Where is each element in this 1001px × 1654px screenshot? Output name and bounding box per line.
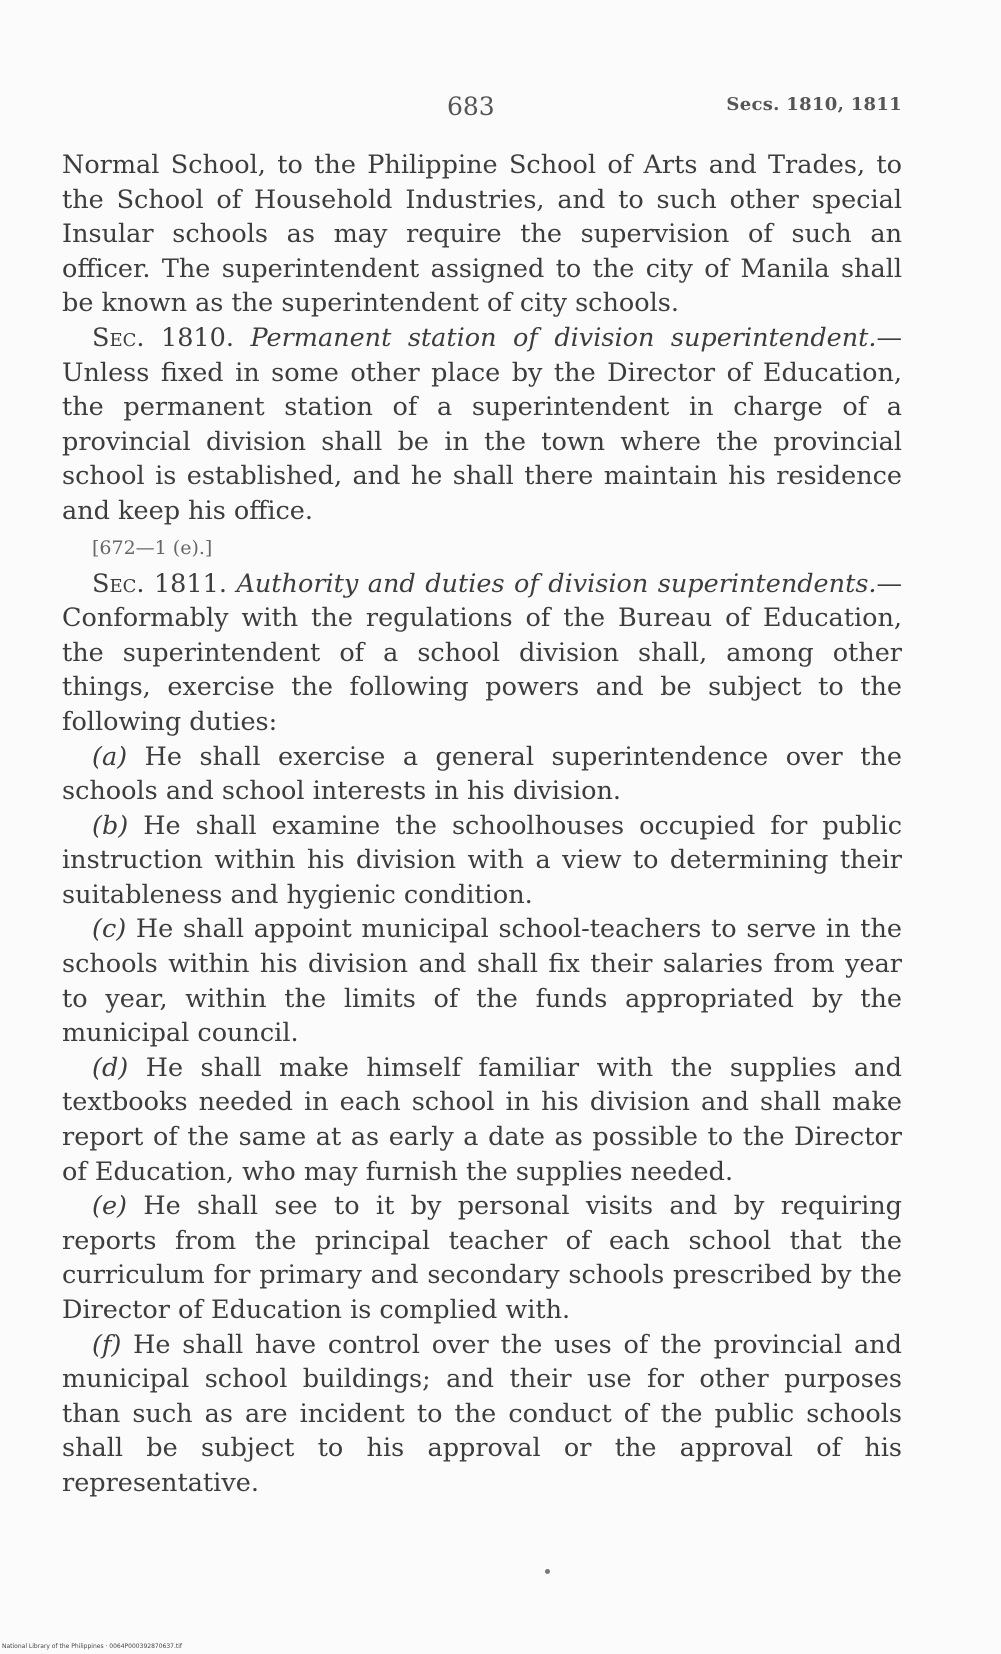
clause-letter: (e) [92,1191,127,1222]
page-header [62,92,902,126]
clause-e [62,1189,902,1327]
clause-text: He shall see to it by personal visits and by requiring reports from the principal teacher of each school that the curriculum for primary and secondary schools prescribed by the Director of Education is complied with. [62,1191,902,1325]
clause-d [62,1051,902,1189]
scan-footer: National Library of the Philippines · 0064P000392870637.tif [2,1643,183,1650]
section-1810 [62,321,902,529]
clause-text: He shall have control over the uses of the provincial and municipal school buildings; and their use for other purposes than such as are incident to the conduct of the public schools shall be subject to his approval or the approval of his representative. [62,1329,902,1498]
page-number: 683 [447,92,495,121]
ink-speck [545,1569,550,1574]
running-head: Secs. 1810, 1811 [726,94,902,115]
clause-letter: (d) [92,1052,129,1083]
section-label: Sec. 1811. [92,568,227,599]
clause-letter: (b) [92,810,129,841]
section-text: —Conformably with the regulations of the Bureau of Education, the superintendent of a school division shall, among other things, exercise the following powers and be subject to the following duties: [62,568,903,737]
clause-letter: (c) [92,914,127,945]
section-label: Sec. 1810. [92,322,234,353]
section-1811 [62,567,902,740]
clause-text: He shall exercise a general superintendence over the schools and school interests in his division. [62,741,903,807]
section-heading: Authority and duties of division superintendents. [236,568,877,599]
clause-text: He shall examine the schoolhouses occupied for public instruction within his division with a view to determining their suitableness and hygienic condition. [62,810,903,910]
clause-letter: (f) [92,1329,122,1360]
body-text [62,148,902,1501]
section-heading: Permanent station of division superintendent. [250,322,877,353]
clause-c [62,912,902,1050]
continuation-paragraph: Normal School, to the Philippine School of Arts and Trades, to the School of Household Industries, and to such other special Insular schools as may require the supervision of such an officer. The superintendent assigned to the city of Manila shall be known as the superintendent of city schools. [62,150,902,319]
clause-f [62,1328,902,1501]
clause-b [62,809,902,913]
clause-text: He shall appoint municipal school-teachers to serve in the schools within his division and shall fix their salaries from year to year, within the limits of the funds appropriated by the municipal council. [62,914,902,1049]
section-text: —Unless fixed in some other place by the Director of Education, the permanent station of a superintendent in charge of a provincial division shall be in the town where the provincial school is established, and he shall there maintain his residence and keep his office. [62,322,903,526]
clause-letter: (a) [92,741,128,772]
citation: [672—1 (e).] [92,536,213,559]
clause-a [62,740,902,809]
clause-text: He shall make himself familiar with the supplies and textbooks needed in each school in his division and shall make report of the same at as early a date as possible to the Director of Education, who may furnish the supplies needed. [62,1052,903,1187]
